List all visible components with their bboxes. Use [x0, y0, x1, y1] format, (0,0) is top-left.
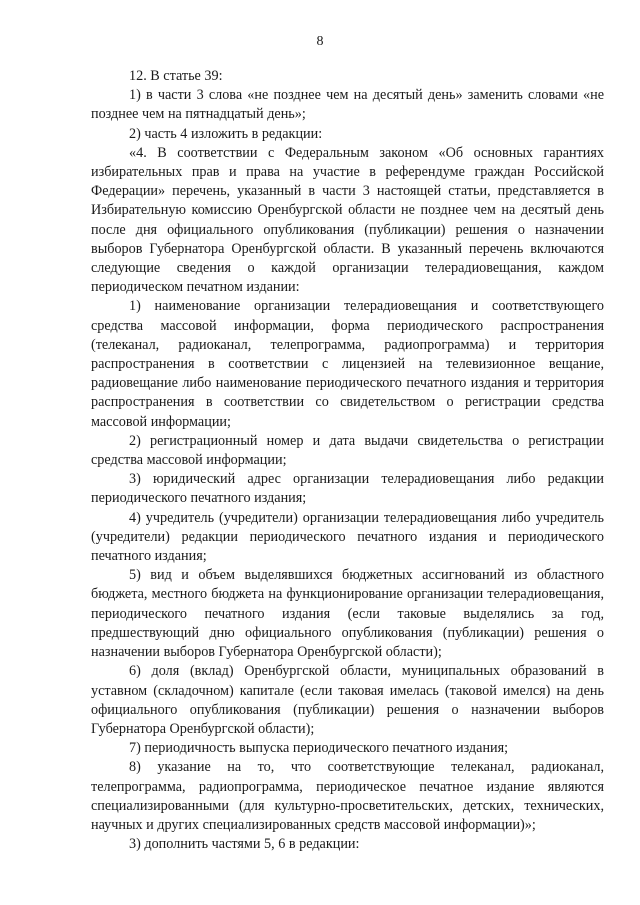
paragraph-list-item-5: 5) вид и объем выделявшихся бюджетных ассигнований из областного бюджета, местного бюджета на функционирование организации телерадиовещания, периодического печатного издания (если таковые выделялись за год, предшествующий дню официального опубликования (публикации) решения о назначении выборов Губернатора Оренбургской области); — [91, 567, 604, 661]
paragraph-list-item-2: 2) регистрационный номер и дата выдачи свидетельства о регистрации средства массовой информации; — [91, 432, 604, 469]
paragraph-item-3: 3) дополнить частями 5, 6 в редакции: — [129, 836, 360, 853]
paragraph-part-4-text: «4. В соответствии с Федеральным законом «Об основных гарантиях избирательных прав и права на участие в референдуме граждан Российской Федерации» перечень, указанный в части 3 настоящей статьи, представляется в Избирательную комиссию Оренбургской области не позднее чем на десятый день после дня официального опубликования (публикации) решения о назначении выборов Губернатора Оренбургской области. В указанный перечень включаются следующие сведения о каждой организации телерадиовещания, каждом периодическом печатном издании: — [91, 144, 604, 296]
paragraph-list-item-3: 3) юридический адрес организации телерадиовещания либо редакции периодического печатного издания; — [91, 471, 604, 507]
paragraph-list-item-8: 8) указание на то, что соответствующие телеканал, радиоканал, телепрограмма, радиопрограмма, периодическое печатное издание являются специализированными (для культурно-просветительских, детских, технических, научных и других специализированных средств массовой информации)»; — [91, 759, 604, 833]
paragraph-item-2: 2) часть 4 изложить в редакции: — [129, 125, 323, 142]
page-number: 8 — [316, 34, 324, 49]
document-body — [91, 67, 604, 854]
paragraph-item-1: 1) в части 3 слова «не позднее чем на десятый день» заменить словами «не позднее чем на пятнадцатый день»; — [91, 87, 604, 123]
paragraph-list-item-6: 6) доля (вклад) Оренбургской области, муниципальных образований в уставном (складочном) капитале (если таковая имелась (таковой имелся) на день официального опубликования (публикации) решения о назначении выборов Губернатора Оренбургской области); — [91, 663, 604, 737]
paragraph-list-item-7: 7) периодичность выпуска периодического печатного издания; — [129, 740, 509, 757]
paragraph-list-item-1: 1) наименование организации телерадиовещания и соответствующего средства массовой информации, форма периодического распространения (телеканал, радиоканал, телепрограмма, радиопрограмма) и территория распространения в соответствии с лицензией на телевизионное вещание, радиовещание либо наименование периодического печатного издания и территория распространения в соответствии со свидетельством о регистрации средства массовой информации; — [91, 298, 604, 430]
paragraph-article-39-heading: 12. В статье 39: — [129, 68, 223, 84]
paragraph-list-item-4: 4) учредитель (учредители) организации телерадиовещания либо учредитель (учредители) редакции периодического печатного издания и периодического печатного издания; — [91, 509, 604, 565]
